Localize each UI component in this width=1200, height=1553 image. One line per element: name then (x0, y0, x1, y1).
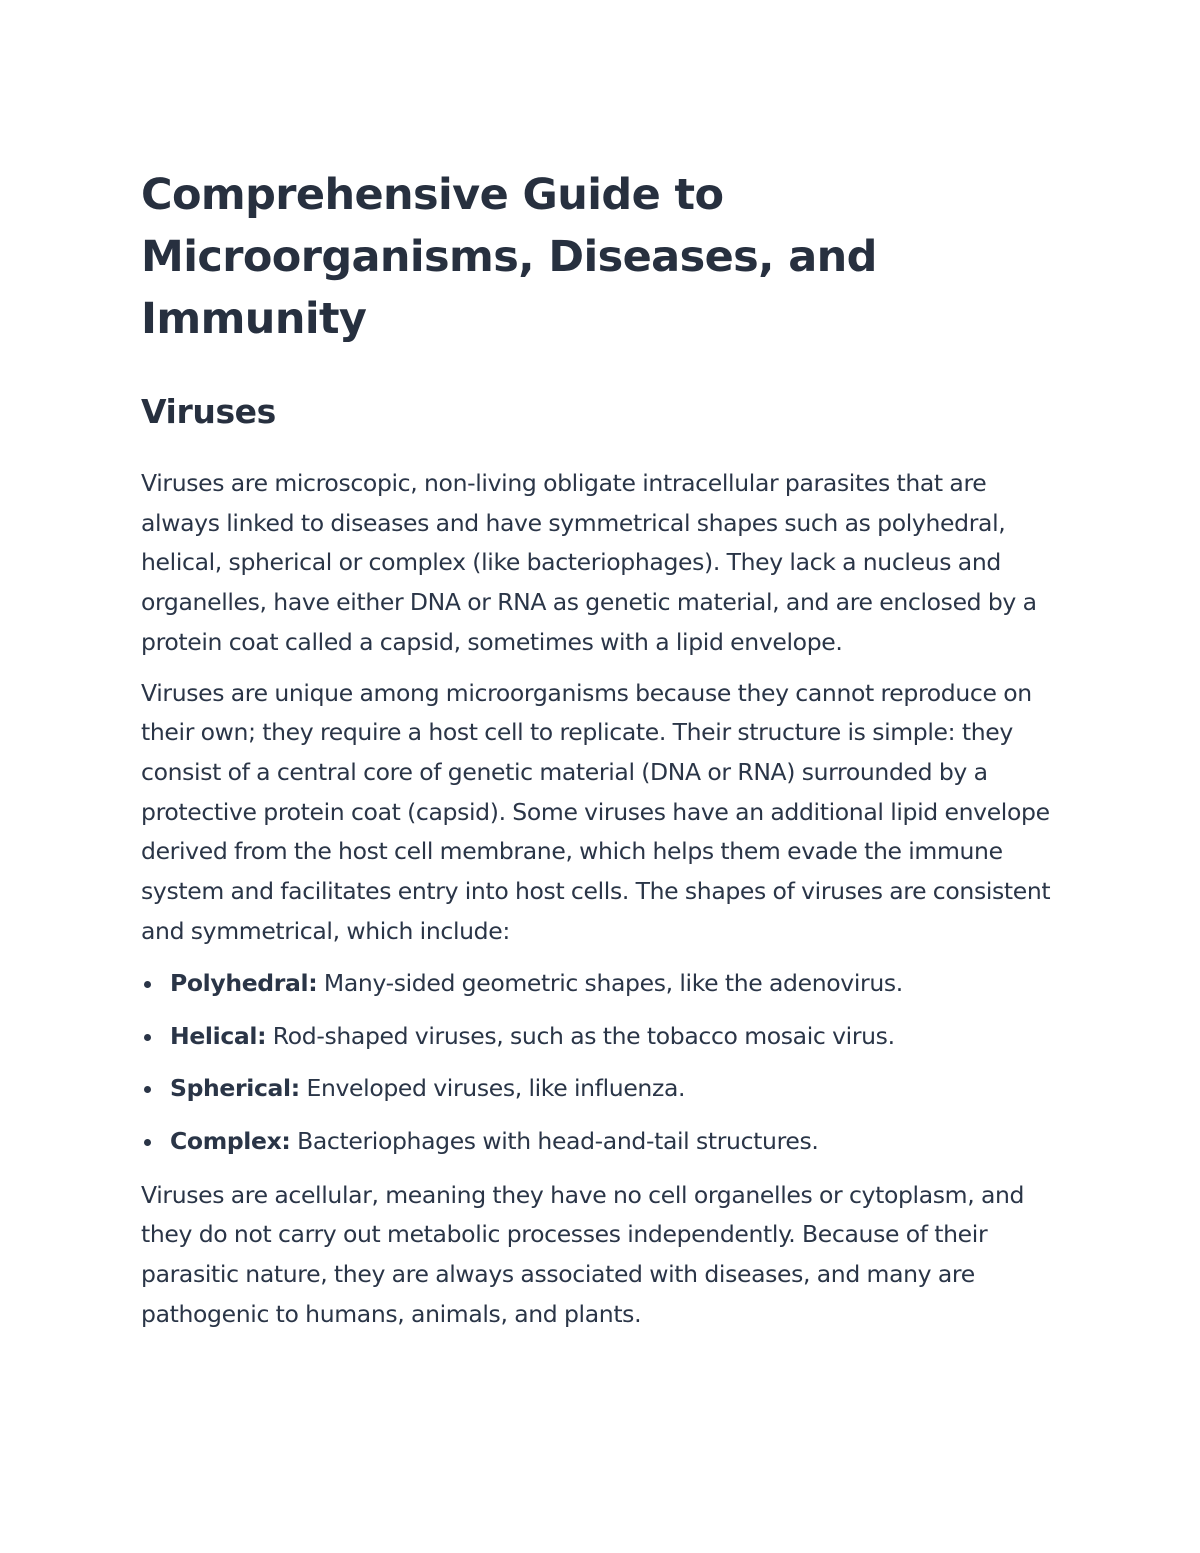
list-item-text: Bacteriophages with head-and-tail structures. (290, 1126, 819, 1155)
list-item (141, 1122, 1061, 1162)
list-item-term: Complex: (170, 1126, 291, 1155)
list-item-text: Rod-shaped viruses, such as the tobacco mosaic virus. (266, 1021, 895, 1050)
list-item-term: Polyhedral: (170, 969, 318, 998)
list-item-term: Spherical: (170, 1074, 300, 1103)
list-item-term: Helical: (170, 1021, 267, 1050)
document-page (141, 164, 1061, 1334)
list-item (141, 1017, 1061, 1057)
page-title: Comprehensive Guide to Microorganisms, Diseases, and Immunity (141, 170, 877, 344)
bullet-icon (144, 1139, 151, 1146)
bullet-icon (144, 981, 151, 988)
list-item-text: Enveloped viruses, like influenza. (299, 1074, 686, 1103)
paragraph-structure: Viruses are unique among microorganisms because they cannot reproduce on their own; they require a host cell to replicate. Their structure is simple: they consist of a central core of genetic material (DNA or RNA) surrounded by a protective protein coat (capsid). Some viruses have an additional lipid envelope derived from the host cell membrane, which helps them evade the immune system and facilitates entry into host cells. The shapes of viruses are consistent and symmetrical, which include: (141, 678, 1051, 945)
virus-shapes-list (141, 964, 1061, 1161)
bullet-icon (144, 1034, 151, 1041)
section-heading: Viruses (141, 392, 276, 431)
paragraph-acellular: Viruses are acellular, meaning they have no cell organelles or cytoplasm, and they do not carry out metabolic processes independently. Because of their parasitic nature, they are always associated with diseases, and many are pathogenic to humans, animals, and plants. (141, 1180, 1025, 1328)
paragraph-intro: Viruses are microscopic, non-living obligate intracellular parasites that are always linked to diseases and have symmetrical shapes such as polyhedral, helical, spherical or complex (like bacteriophages). They lack a nucleus and organelles, have either DNA or RNA as genetic material, and are enclosed by a protein coat called a capsid, sometimes with a lipid envelope. (141, 469, 1037, 656)
bullet-icon (144, 1086, 151, 1093)
list-item (141, 964, 1061, 1004)
list-item-text: Many-sided geometric shapes, like the adenovirus. (317, 969, 903, 998)
list-item (141, 1069, 1061, 1109)
